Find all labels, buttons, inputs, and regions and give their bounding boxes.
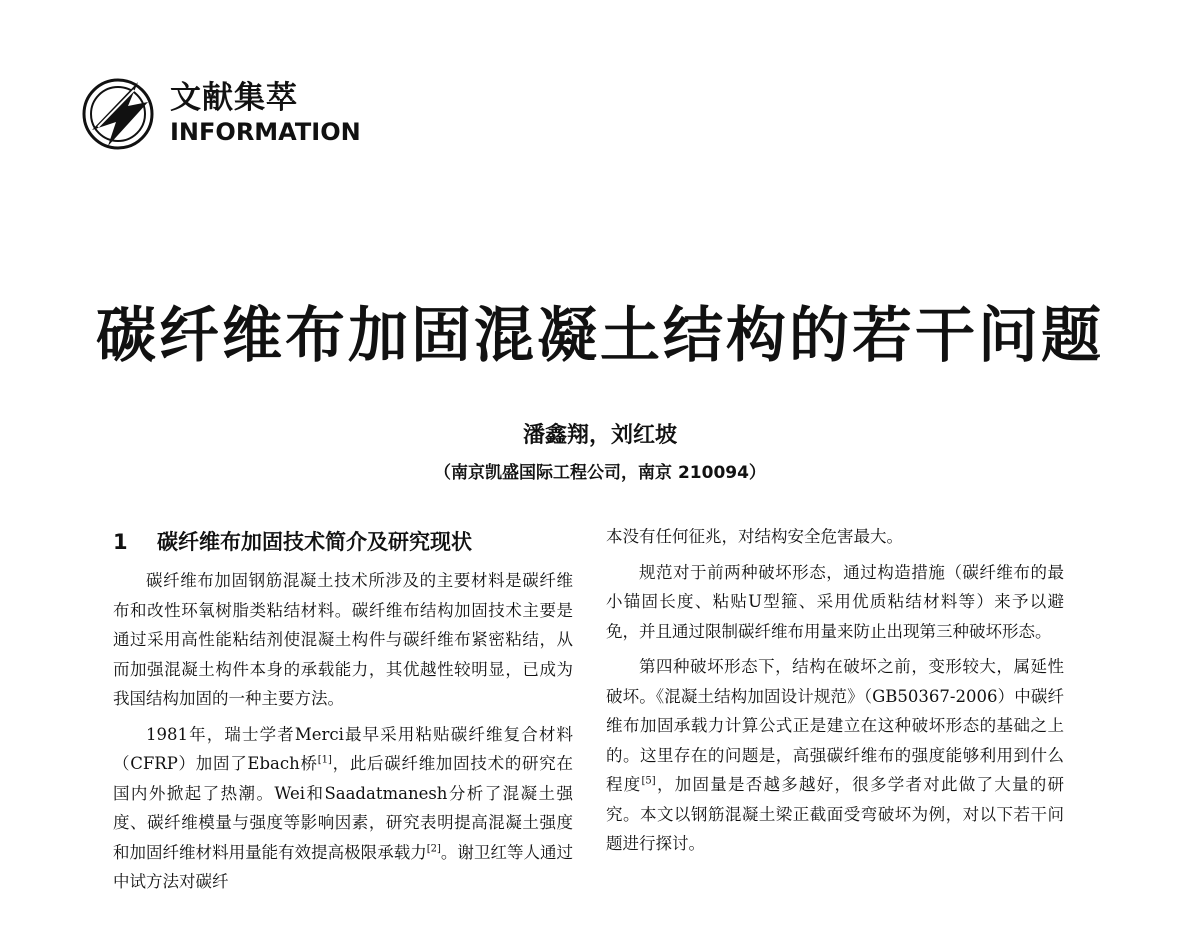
right-column [606, 522, 1064, 865]
paragraph-text: 。谢卫红等人通过中试方法对碳纤 [113, 842, 574, 891]
section-heading [113, 522, 573, 562]
citation-ref: [5] [641, 775, 656, 787]
body-paragraph: 本没有任何征兆，对结构安全危害最大。 [606, 527, 903, 546]
body-paragraph [606, 652, 1064, 859]
paragraph-text: ，加固量是否越多越好，很多学者对此做了大量的研究。本文以钢筋混凝土梁正截面受弯破坏为例，对以下若干问题进行探讨。 [606, 775, 1065, 853]
journal-section-header [78, 72, 361, 154]
left-column [113, 522, 573, 903]
section-label-english: INFORMATION [170, 117, 361, 146]
journal-logo-icon [78, 72, 160, 154]
article-authors: 潘鑫翔，刘红坡 [522, 423, 677, 448]
citation-ref: [1] [317, 754, 332, 766]
citation-ref: [2] [426, 843, 441, 854]
section-label-chinese: 文献集萃 [170, 79, 298, 116]
section-title: 碳纤维布加固技术简介及研究现状 [157, 530, 472, 554]
body-paragraph: 规范对于前两种破坏形态，通过构造措施（碳纤维布的最小锚固长度、粘贴U型箍、采用优质粘结材料等）来予以避免，并且通过限制碳纤维布用量来防止出现第三种破坏形态。 [606, 562, 1064, 641]
body-paragraph: 碳纤维布加固钢筋混凝土技术所涉及的主要材料是碳纤维布和改性环氧树脂类粘结材料。碳纤维布结构加固技术主要是通过采用高性能粘结剂使混凝土构件与碳纤维布紧密粘结，从而加强混凝土构件本身的承载能力，其优越性较明显，已成为我国结构加固的一种主要方法。 [113, 571, 573, 708]
author-affiliation: （南京凯盛国际工程公司，南京 210094） [434, 463, 766, 483]
paragraph-text: 第四种破坏形态下，结构在破坏之前，变形较大，属延性破坏。《混凝土结构加固设计规范》（GB50367-2006）中碳纤维布加固承载力计算公式正是建立在这种破坏形态的基础之上的。这里存在的问题是，高强碳纤维布的强度能够利用到什么程度 [606, 657, 1064, 794]
paragraph-text: 1981年，瑞士学者Merci最早采用粘贴碳纤维复合材料（CFRP）加固了Ebach桥 [113, 724, 573, 773]
paragraph-text: ，此后碳纤维加固技术的研究在国内外掀起了热潮。Wei和Saadatmanesh分析了混凝土强度、碳纤维模量与强度等影响因素，研究表明提高混凝土强度和加固纤维材料用量能有效提高极限承载力 [113, 754, 573, 862]
body-paragraph [113, 720, 573, 897]
section-number: 1 [113, 530, 128, 554]
article-title: 碳纤维布加固混凝土结构的若干问题 [96, 301, 1104, 371]
